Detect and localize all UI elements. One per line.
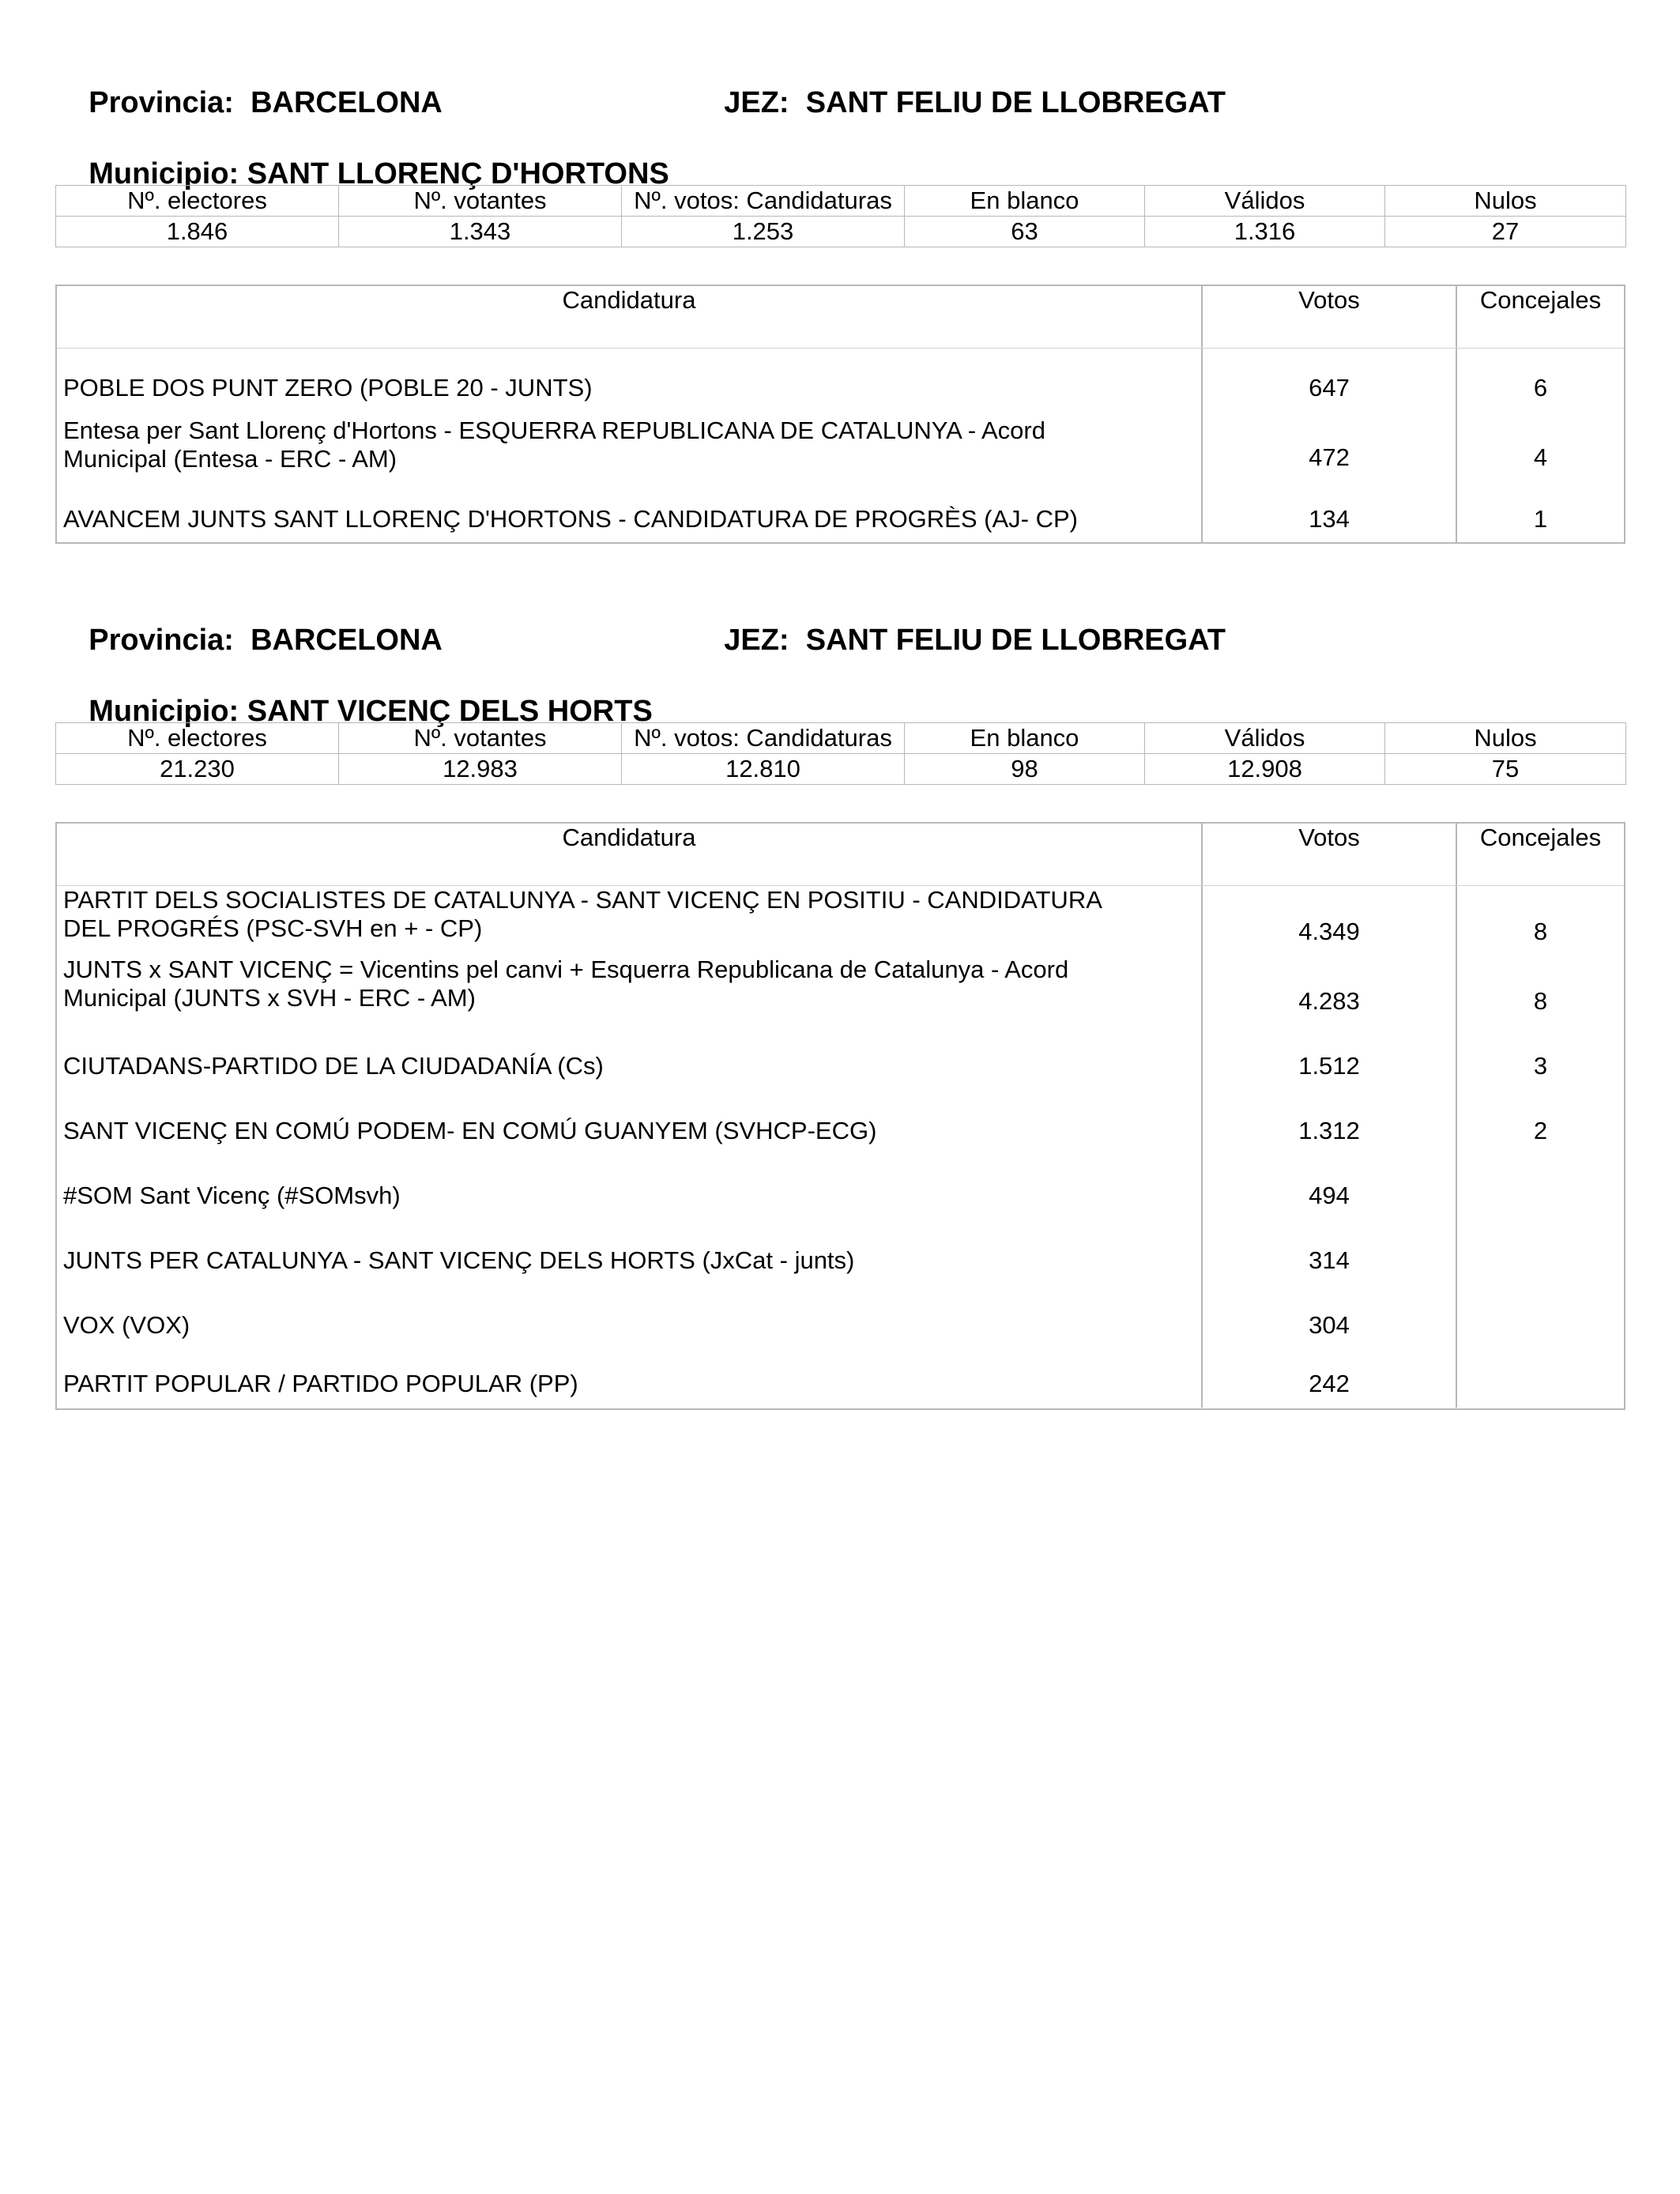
candidatura-text: Entesa per Sant Llorenç d'Hortons - ESQUERRA REPUBLICANA DE CATALUNYA - Acord Municipal (Entesa - ERC - AM) <box>63 417 1045 473</box>
value-votantes: 12.983 <box>339 754 622 785</box>
candidatura-name <box>57 886 1203 956</box>
concejales-value: 8 <box>1533 918 1548 945</box>
votos-value: 314 <box>1203 1220 1457 1284</box>
value-votantes: 1.343 <box>339 217 622 247</box>
municipio-label: Municipio: <box>89 157 239 190</box>
candidatura-name <box>57 1090 1203 1155</box>
concejales-value: 2 <box>1533 1117 1548 1144</box>
header-validos: Válidos <box>1145 723 1385 754</box>
header-nulos: Nulos <box>1385 723 1626 754</box>
results-table <box>55 822 1625 1410</box>
header-validos: Válidos <box>1145 186 1385 217</box>
summary-table <box>55 722 1626 785</box>
candidatura-text: JUNTS x SANT VICENÇ = Vicentins pel canvi + Esquerra Republicana de Catalunya - Acord Municipal (JUNTS x SVH - ERC - AM) <box>63 956 1069 1012</box>
summary-header-row <box>56 186 1626 217</box>
value-electores: 21.230 <box>56 754 339 785</box>
table-row <box>57 1220 1624 1284</box>
municipio-value: SANT VICENÇ DELS HORTS <box>247 695 653 728</box>
jez-value: SANT FELIU DE LLOBREGAT <box>805 86 1226 119</box>
table-row <box>57 886 1624 956</box>
candidatura-name <box>57 1349 1203 1408</box>
provincia-value: BARCELONA <box>250 624 443 657</box>
value-votos-candidaturas: 1.253 <box>622 217 905 247</box>
header-concejales: Concejales <box>1479 286 1602 314</box>
table-row <box>57 1349 1624 1408</box>
concejales-value <box>1457 1220 1624 1284</box>
candidatura-name <box>57 412 1203 481</box>
votos-value: 647 <box>1203 349 1457 412</box>
concejales-value: 4 <box>1533 443 1548 471</box>
table-row <box>57 349 1624 412</box>
candidatura-name <box>57 1025 1203 1090</box>
concejales-value <box>1457 1349 1624 1408</box>
candidatura-name <box>57 1220 1203 1284</box>
summary-header-row <box>56 723 1626 754</box>
candidatura-text: VOX (VOX) <box>63 1311 190 1339</box>
summary-value-row <box>56 754 1626 785</box>
votos-value: 304 <box>1203 1284 1457 1349</box>
value-electores: 1.846 <box>56 217 339 247</box>
header-en-blanco: En blanco <box>905 723 1145 754</box>
header-votantes: Nº. votantes <box>339 723 622 754</box>
votos-value: 4.283 <box>1203 956 1457 1025</box>
header-candidatura: Candidatura <box>57 824 1203 885</box>
provincia-value: BARCELONA <box>250 86 443 119</box>
candidatura-name <box>57 481 1203 543</box>
candidatura-name <box>57 1155 1203 1220</box>
votos-value: 494 <box>1203 1155 1457 1220</box>
candidatura-name <box>57 349 1203 412</box>
header-votantes: Nº. votantes <box>339 186 622 217</box>
table-row <box>57 1090 1624 1155</box>
header-concejales: Concejales <box>1479 824 1602 851</box>
table-row <box>57 1284 1624 1349</box>
concejales-value: 6 <box>1533 374 1548 401</box>
provincia-label: Provincia: <box>89 624 234 657</box>
votos-value: 4.349 <box>1203 886 1457 956</box>
header-electores: Nº. electores <box>56 186 339 217</box>
candidatura-text: CIUTADANS-PARTIDO DE LA CIUDADANÍA (Cs) <box>63 1052 604 1080</box>
votos-value: 242 <box>1203 1349 1457 1408</box>
summary-value-row <box>56 217 1626 247</box>
concejales-value: 1 <box>1533 505 1548 533</box>
header-nulos: Nulos <box>1385 186 1626 217</box>
value-validos: 12.908 <box>1145 754 1385 785</box>
municipio-label: Municipio: <box>89 695 239 728</box>
header-votos-candidaturas: Nº. votos: Candidaturas <box>622 186 905 217</box>
votos-value: 134 <box>1203 481 1457 543</box>
candidatura-text: PARTIT DELS SOCIALISTES DE CATALUNYA - SANT VICENÇ EN POSITIU - CANDIDATURA DEL PROGRÉS (PSC-SVH en + - CP) <box>63 886 1102 942</box>
candidatura-text: AVANCEM JUNTS SANT LLORENÇ D'HORTONS - CANDIDATURA DE PROGRÈS (AJ- CP) <box>63 505 1078 533</box>
candidatura-text: #SOM Sant Vicenç (#SOMsvh) <box>63 1182 401 1209</box>
candidatura-name <box>57 956 1203 1025</box>
results-header-row <box>57 824 1624 886</box>
votos-value: 1.312 <box>1203 1090 1457 1155</box>
value-nulos: 27 <box>1385 217 1626 247</box>
concejales-value: 3 <box>1533 1052 1548 1080</box>
concejales-value <box>1457 1284 1624 1349</box>
candidatura-name <box>57 1284 1203 1349</box>
table-row <box>57 956 1624 1025</box>
jez-label: JEZ: <box>724 86 789 119</box>
results-table <box>55 285 1625 544</box>
jez-label: JEZ: <box>724 624 789 657</box>
header-electores: Nº. electores <box>56 723 339 754</box>
header-votos: Votos <box>1203 286 1457 348</box>
candidatura-text: JUNTS PER CATALUNYA - SANT VICENÇ DELS HORTS (JxCat - junts) <box>63 1246 855 1274</box>
votos-value: 1.512 <box>1203 1025 1457 1090</box>
concejales-value: 8 <box>1533 987 1548 1015</box>
provincia-label: Provincia: <box>89 86 234 119</box>
value-en-blanco: 98 <box>905 754 1145 785</box>
jez-header <box>691 51 1226 155</box>
value-votos-candidaturas: 12.810 <box>622 754 905 785</box>
table-row <box>57 1155 1624 1220</box>
header-votos: Votos <box>1203 824 1457 885</box>
table-row <box>57 412 1624 481</box>
votos-value: 472 <box>1203 412 1457 481</box>
jez-header <box>691 588 1226 692</box>
header-candidatura: Candidatura <box>57 286 1203 348</box>
table-row <box>57 481 1624 543</box>
table-row <box>57 1025 1624 1090</box>
header-en-blanco: En blanco <box>905 186 1145 217</box>
header-votos-candidaturas: Nº. votos: Candidaturas <box>622 723 905 754</box>
candidatura-text: SANT VICENÇ EN COMÚ PODEM- EN COMÚ GUANYEM (SVHCP-ECG) <box>63 1117 877 1144</box>
concejales-value <box>1457 1155 1624 1220</box>
value-validos: 1.316 <box>1145 217 1385 247</box>
results-header-row <box>57 286 1624 349</box>
value-en-blanco: 63 <box>905 217 1145 247</box>
jez-value: SANT FELIU DE LLOBREGAT <box>805 624 1226 657</box>
candidatura-text: PARTIT POPULAR / PARTIDO POPULAR (PP) <box>63 1370 578 1397</box>
municipio-value: SANT LLORENÇ D'HORTONS <box>247 157 669 190</box>
candidatura-text: POBLE DOS PUNT ZERO (POBLE 20 - JUNTS) <box>63 374 593 401</box>
value-nulos: 75 <box>1385 754 1626 785</box>
summary-table <box>55 185 1626 247</box>
